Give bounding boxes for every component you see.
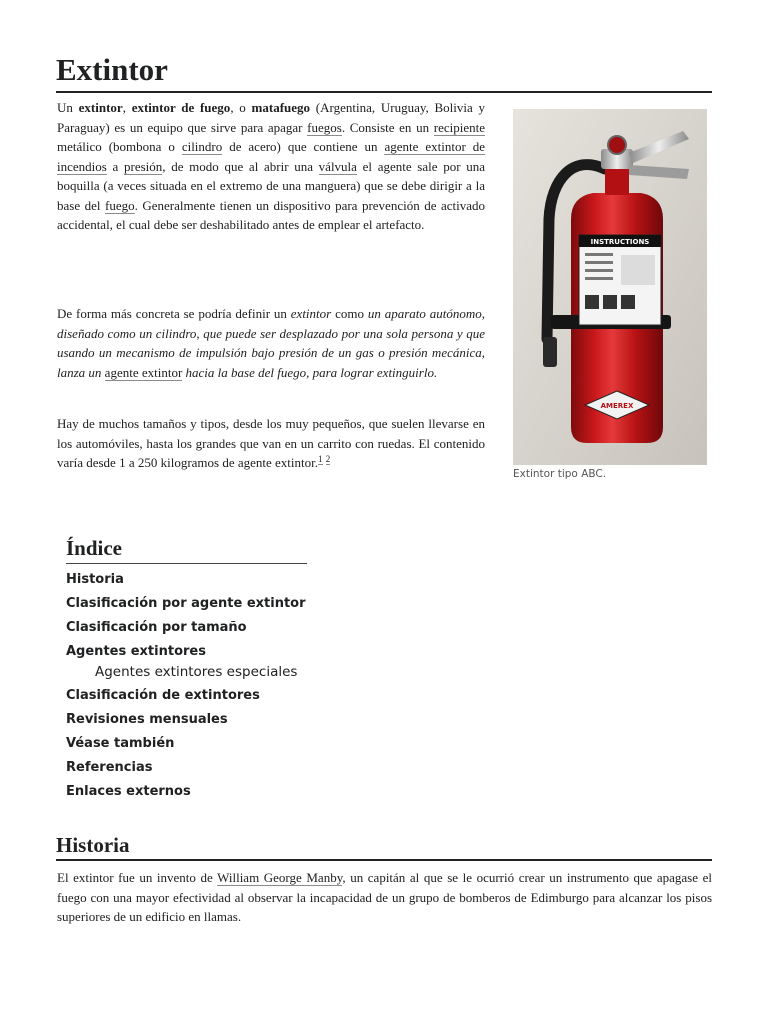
- bold-term-matafuego: matafuego: [251, 100, 311, 115]
- toc-item-enlaces-externos[interactable]: Enlaces externos: [66, 784, 191, 799]
- text-run: Hay de muchos tamaños y tipos, desde los muy pequeños, que suelen llevarse en los automóviles, hasta los grandes que van en un carrito con ruedas. El contenido varía desde 1 a 250 kilogramos de agente extintor.: [57, 416, 485, 470]
- reference-link-1[interactable]: 1: [318, 454, 323, 464]
- toc-item-vease-tambien[interactable]: Véase también: [66, 736, 175, 751]
- toc-item-agentes-extintores[interactable]: Agentes extintores: [66, 644, 206, 659]
- label-brand: AMEREX: [600, 402, 634, 410]
- reference-link-2[interactable]: 2: [325, 454, 331, 464]
- italic-definition: un aparato autónomo, diseñado como un cilindro, que puede ser desplazado por una sola persona y que usando un mecanismo de impulsión bajo presión de un gas o presión mecánica, lanza un: [57, 306, 485, 380]
- table-of-contents: [66, 535, 366, 804]
- toc-list: [66, 568, 366, 804]
- link-presion[interactable]: presión: [123, 158, 163, 174]
- photo-caption: Extintor tipo ABC.: [513, 468, 607, 480]
- italic-term-extintor: extintor: [290, 306, 332, 321]
- extinguisher-photo[interactable]: [513, 109, 707, 465]
- text-run: , o: [230, 100, 252, 115]
- text-run: . Consiste en un: [341, 119, 434, 135]
- link-william-george-manby[interactable]: William George Manby: [217, 870, 343, 885]
- toc-item-clasificacion-por-tamano[interactable]: Clasificación por tamaño: [66, 620, 247, 635]
- text-run: como: [331, 306, 368, 321]
- text-run: El extintor fue un invento de: [57, 870, 218, 885]
- link-valvula[interactable]: válvula: [318, 158, 357, 174]
- text-run: De forma más concreta se podría definir un: [57, 306, 291, 321]
- toc-item-referencias[interactable]: Referencias: [66, 760, 153, 775]
- toc-title: Índice: [66, 535, 307, 564]
- text-run: ,: [122, 100, 132, 115]
- section-heading-historia: Historia: [56, 832, 712, 861]
- text-run: a: [106, 158, 124, 174]
- text-run: , un capitán al que se le ocurrió crear un instrumento que apagase el fuego con una mayor efectividad al observar la incapacidad de un grupo de bomberos de Edimburgo para alcanzar los pisos superiores de un edificio en llamas.: [57, 870, 712, 924]
- link-agente-extintor[interactable]: agente extintor: [104, 364, 183, 380]
- text-run: de acero) que contiene un: [222, 139, 385, 154]
- text-run: , de modo que al abrir una: [162, 158, 319, 174]
- toc-item-clasificacion-de-extintores[interactable]: Clasificación de extintores: [66, 688, 260, 703]
- label-instructions: INSTRUCTIONS: [590, 238, 650, 246]
- page-title: Extintor: [56, 50, 712, 93]
- text-run: Un: [57, 100, 79, 115]
- text-run: el agente sale por una boquilla (a veces situada en el extremo de una manguera) que se debe dirigir a la base del: [57, 158, 485, 213]
- infobox: [513, 109, 707, 480]
- text-run: (Argentina, Uruguay, Bolivia y Paraguay) es un equipo que sirve para apagar: [57, 100, 486, 135]
- intro-paragraph-1: [57, 98, 485, 235]
- intro-paragraph-3: [57, 414, 485, 473]
- toc-subitem-agentes-especiales[interactable]: Agentes extintores especiales: [95, 664, 298, 680]
- bold-term-extintor-de-fuego: extintor de fuego: [131, 100, 231, 115]
- toc-item-historia[interactable]: Historia: [66, 572, 124, 587]
- text-run: . Generalmente tienen un dispositivo para prevención de activado accidental, el cual debe ser deshabilitado antes de emplear el artefacto.: [57, 197, 485, 232]
- link-agente-extintor-de-incendios[interactable]: agente extintor de incendios: [57, 139, 485, 174]
- link-fuego[interactable]: fuego: [104, 197, 135, 213]
- italic-definition-end: hacia la base del fuego, para lograr extinguirlo.: [182, 364, 438, 380]
- bold-term-extintor: extintor: [78, 100, 123, 115]
- historia-paragraph: [57, 868, 712, 927]
- text-run: metálico (bombona o: [57, 139, 182, 154]
- toc-item-revisiones-mensuales[interactable]: Revisiones mensuales: [66, 712, 228, 727]
- link-recipiente[interactable]: recipiente: [433, 119, 485, 135]
- intro-paragraph-2: [57, 304, 485, 382]
- link-cilindro[interactable]: cilindro: [181, 139, 223, 154]
- link-fuegos[interactable]: fuegos: [307, 119, 342, 135]
- toc-item-clasificacion-por-agente[interactable]: Clasificación por agente extintor: [66, 596, 306, 611]
- fire-extinguisher-illustration: [513, 109, 707, 465]
